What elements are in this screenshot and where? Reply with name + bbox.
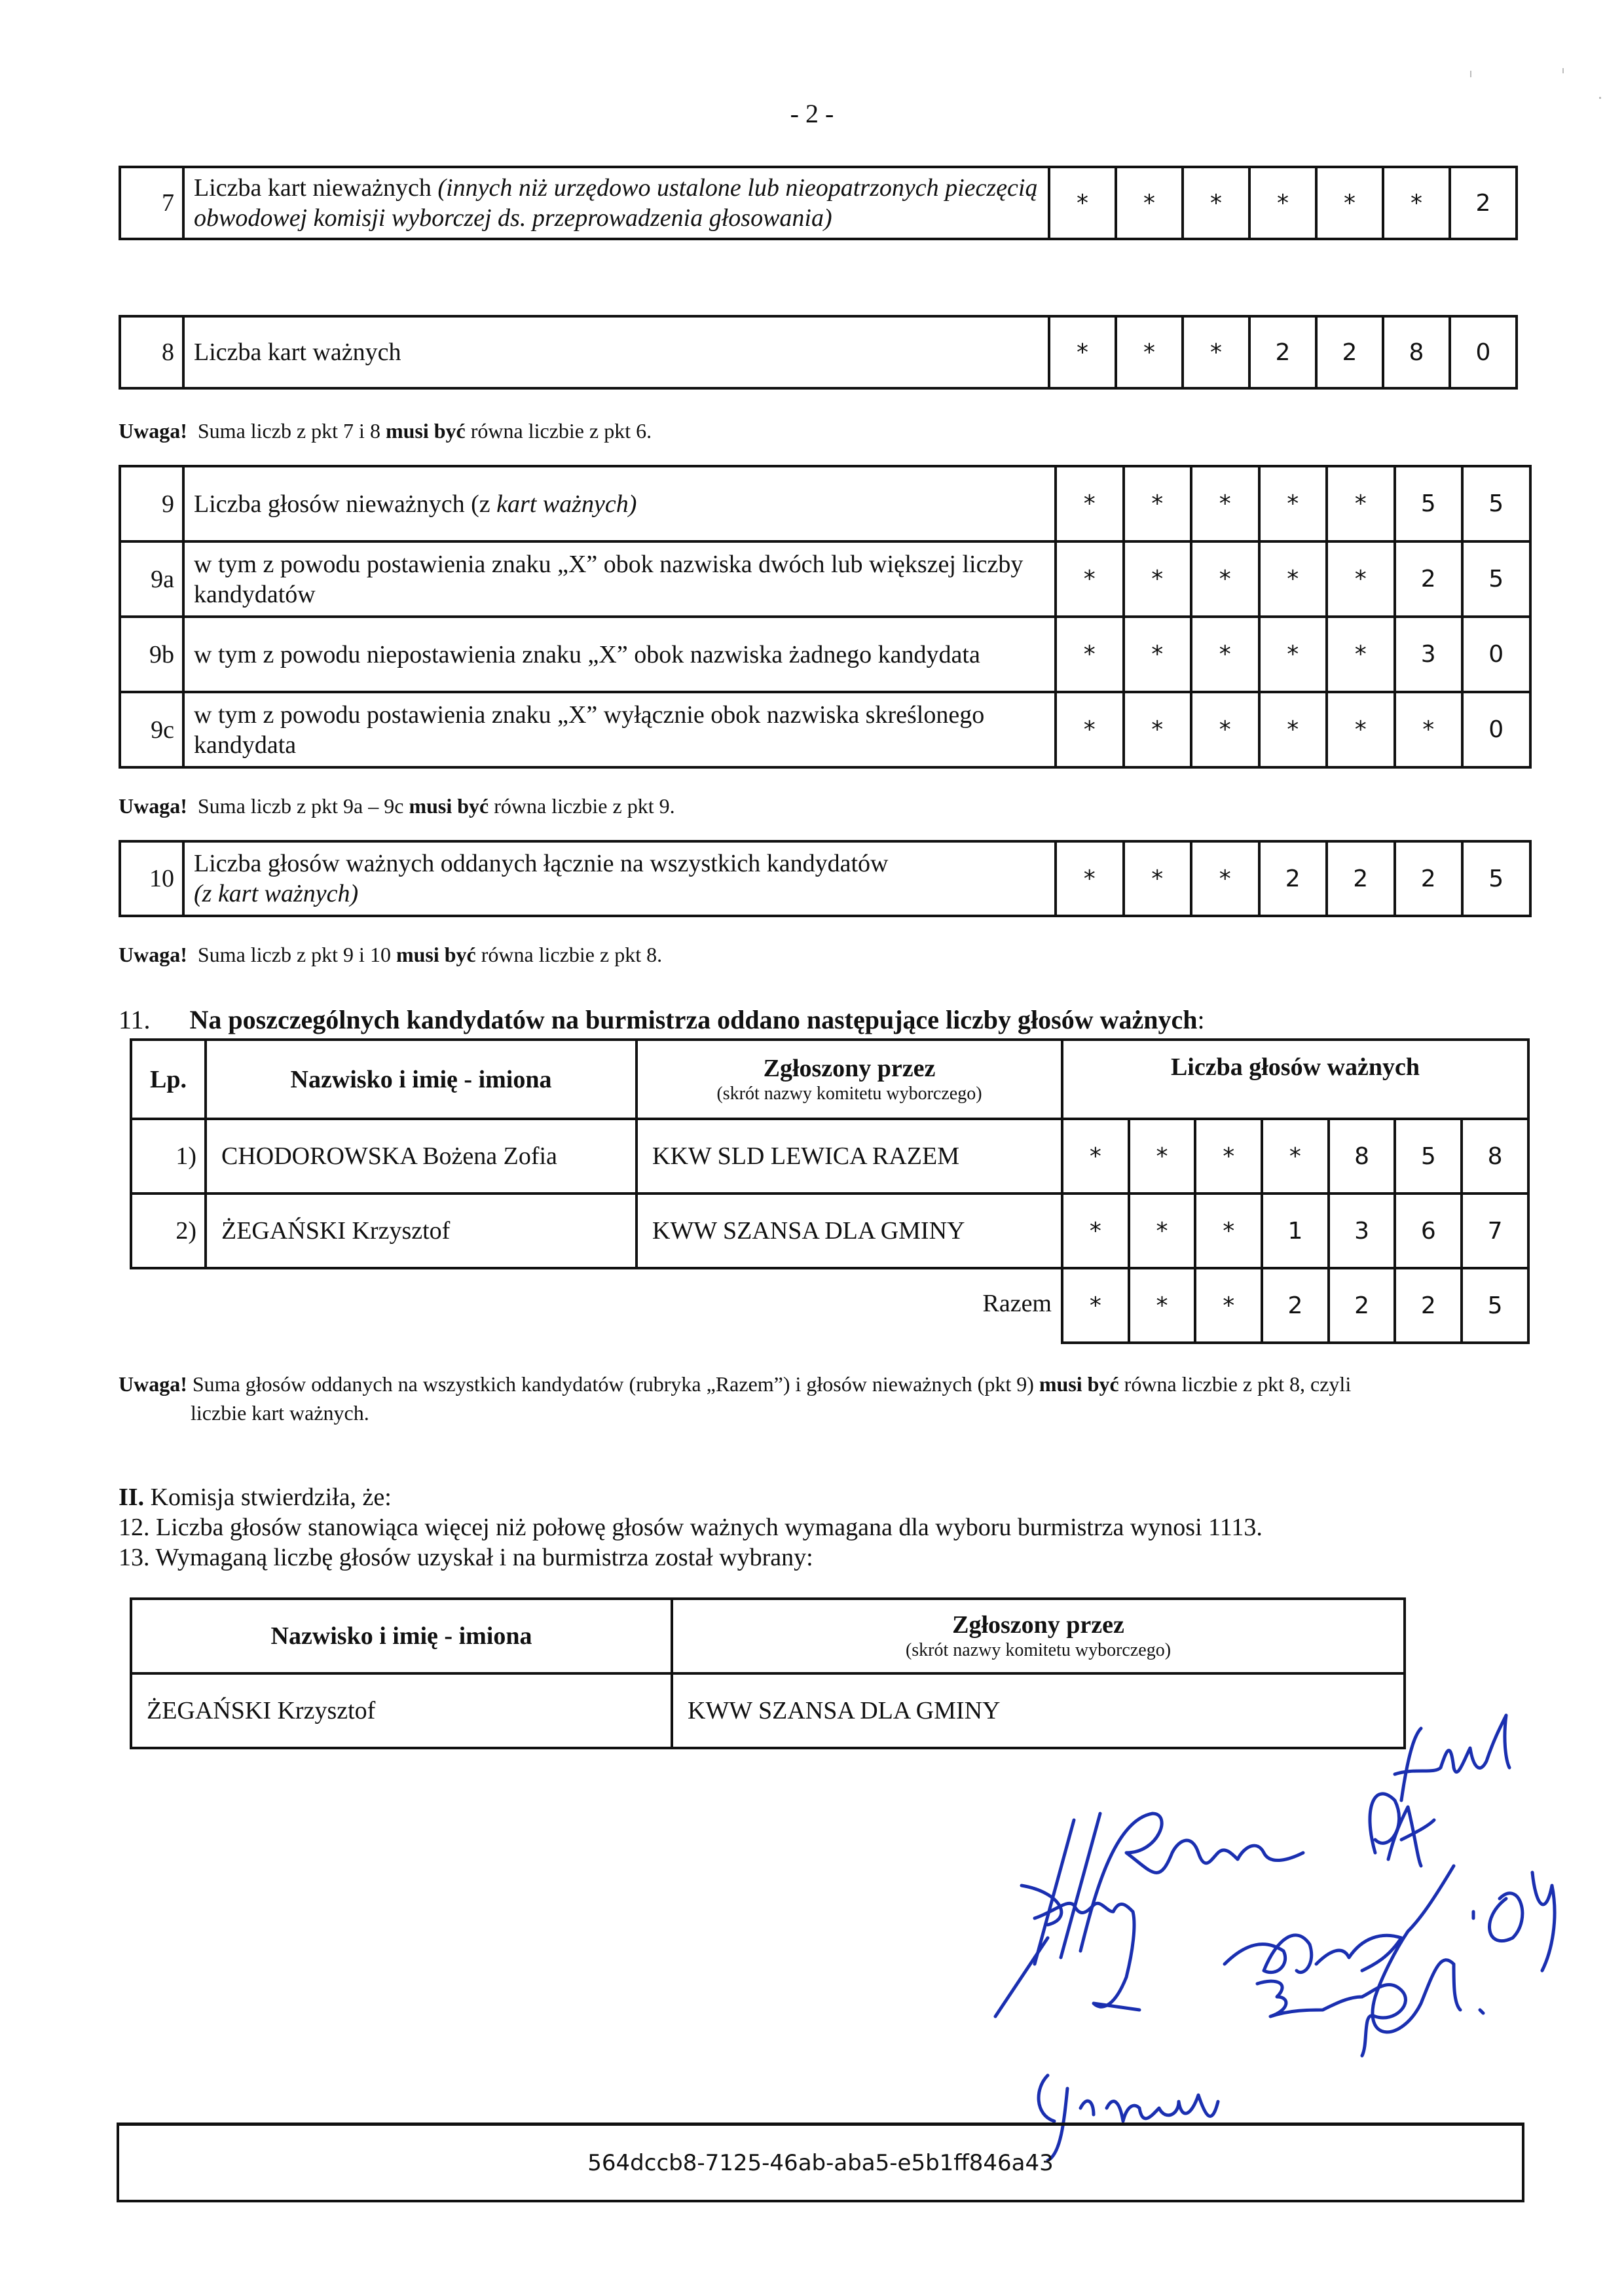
- row-label: w tym z powodu postawienia znaku „X” obok nazwiska dwóch lub większej liczby kandydatów: [183, 541, 1056, 617]
- digit-cell: *: [1056, 541, 1124, 617]
- note-3: Uwaga! Suma liczb z pkt 9 i 10 musi być równa liczbie z pkt 8.: [119, 943, 663, 966]
- table-row: [120, 617, 1530, 692]
- table-header-row: [131, 1599, 1405, 1673]
- digit-cell: *: [1262, 1119, 1329, 1194]
- header-submitted-by: Zgłoszony przez (skrót nazwy komitetu wyborczego): [672, 1599, 1405, 1673]
- scan-dust: [1562, 68, 1564, 73]
- row-7-table: [119, 166, 1518, 240]
- digit-cell: 1: [1262, 1194, 1329, 1268]
- digit-cell: *: [1195, 1268, 1262, 1343]
- row-number: 7: [120, 167, 183, 239]
- row-label: w tym z powodu niepostawienia znaku „X” obok nazwiska żadnego kandydata: [183, 617, 1056, 692]
- digit-cell: *: [1116, 316, 1183, 388]
- digit-cell: 5: [1462, 1268, 1528, 1343]
- candidate-name: ŻEGAŃSKI Krzysztof: [206, 1194, 637, 1268]
- invalid-votes-table: [119, 465, 1532, 769]
- digit-cell: *: [1116, 167, 1183, 239]
- digit-cell: *: [1183, 167, 1249, 239]
- digit-cell: *: [1195, 1194, 1262, 1268]
- row-number: 9c: [120, 692, 183, 767]
- digit-cell: 5: [1462, 541, 1530, 617]
- digit-cell: *: [1129, 1119, 1196, 1194]
- digit-cell: 3: [1395, 617, 1463, 692]
- candidate-lp: 2): [131, 1194, 206, 1268]
- note-4: Uwaga! Suma głosów oddanych na wszystkich kandydatów (rubryka „Razem”) i głosów nieważnych (pkt 9) musi być równa liczbie z pkt 8, czyli liczbie kart ważnych.: [119, 1372, 1352, 1425]
- header-lp: Lp.: [131, 1040, 206, 1119]
- digit-cell: *: [1395, 692, 1463, 767]
- total-label: Razem: [131, 1268, 1062, 1343]
- digit-cell: *: [1056, 841, 1124, 916]
- candidate-committee: KWW SZANSA DLA GMINY: [637, 1194, 1062, 1268]
- digit-cell: 7: [1462, 1194, 1528, 1268]
- digit-cell: *: [1327, 692, 1395, 767]
- digit-cell: 2: [1316, 316, 1383, 388]
- row-label: w tym z powodu postawienia znaku „X” wyłącznie obok nazwiska skreślonego kandydata: [183, 692, 1056, 767]
- candidate-committee: KKW SLD LEWICA RAZEM: [637, 1119, 1062, 1194]
- table-row: [131, 1119, 1528, 1194]
- digit-cell: 2: [1262, 1268, 1329, 1343]
- candidate-lp: 1): [131, 1119, 206, 1194]
- row-label: Liczba głosów nieważnych (z kart ważnych): [183, 466, 1056, 541]
- digit-cell: *: [1124, 841, 1192, 916]
- digit-cell: *: [1049, 167, 1116, 239]
- digit-cell: *: [1327, 617, 1395, 692]
- item-13: 13. Wymaganą liczbę głosów uzyskał i na burmistrza został wybrany:: [119, 1544, 813, 1571]
- digit-cell: *: [1124, 541, 1192, 617]
- row-8-table: [119, 315, 1518, 390]
- section-II-heading: II. Komisja stwierdziła, że:: [119, 1484, 392, 1511]
- row-number: 10: [120, 841, 183, 916]
- digit-cell: 0: [1462, 617, 1530, 692]
- note-1: Uwaga! Suma liczb z pkt 7 i 8 musi być równa liczbie z pkt 6.: [119, 419, 652, 443]
- digit-cell: *: [1259, 541, 1327, 617]
- header-name: Nazwisko i imię - imiona: [131, 1599, 672, 1673]
- digit-cell: *: [1259, 692, 1327, 767]
- digit-cell: 2: [1249, 316, 1316, 388]
- digit-cell: 8: [1462, 1119, 1528, 1194]
- row-number: 9: [120, 466, 183, 541]
- table-row: [120, 692, 1530, 767]
- digit-cell: *: [1316, 167, 1383, 239]
- table-row: [120, 541, 1530, 617]
- digit-cell: *: [1129, 1268, 1196, 1343]
- header-votes: Liczba głosów ważnych: [1062, 1040, 1528, 1119]
- page-number: - 2 -: [790, 99, 834, 128]
- table-row: [120, 167, 1517, 239]
- digit-cell: *: [1124, 617, 1192, 692]
- signatures-icon: [982, 1702, 1572, 2160]
- digit-cell: *: [1062, 1268, 1129, 1343]
- row-number: 8: [120, 316, 183, 388]
- scan-dust: [1470, 71, 1471, 77]
- digit-cell: 5: [1462, 841, 1530, 916]
- digit-cell: *: [1249, 167, 1316, 239]
- digit-cell: *: [1124, 692, 1192, 767]
- candidate-name: CHODOROWSKA Bożena Zofia: [206, 1119, 637, 1194]
- table-row: [120, 316, 1517, 388]
- digit-cell: 5: [1395, 466, 1463, 541]
- digit-cell: *: [1191, 617, 1259, 692]
- digit-cell: 2: [1259, 841, 1327, 916]
- digit-cell: 2: [1395, 841, 1463, 916]
- note-2: Uwaga! Suma liczb z pkt 9a – 9c musi być równa liczbie z pkt 9.: [119, 794, 675, 818]
- table-row: [131, 1194, 1528, 1268]
- row-label: Liczba kart nieważnych (innych niż urzędowo ustalone lub nieopatrzonych pieczęcią obwodowej komisji wyborczej ds. przeprowadzenia głosowania): [183, 167, 1049, 239]
- row-10-table: [119, 840, 1532, 917]
- digit-cell: *: [1383, 167, 1450, 239]
- header-submitted-by: Zgłoszony przez (skrót nazwy komitetu wyborczego): [637, 1040, 1062, 1119]
- candidates-table: [130, 1038, 1530, 1344]
- digit-cell: 6: [1395, 1194, 1462, 1268]
- table-row: [120, 841, 1530, 916]
- digit-cell: 5: [1462, 466, 1530, 541]
- row-number: 9b: [120, 617, 183, 692]
- scan-dust: [1599, 97, 1601, 99]
- winner-committee: KWW SZANSA DLA GMINY: [672, 1673, 1405, 1748]
- digit-cell: 8: [1329, 1119, 1395, 1194]
- digit-cell: 5: [1395, 1119, 1462, 1194]
- digit-cell: 2: [1450, 167, 1517, 239]
- digit-cell: 0: [1462, 692, 1530, 767]
- digit-cell: *: [1183, 316, 1249, 388]
- item-12: 12. Liczba głosów stanowiąca więcej niż połowę głosów ważnych wymagana dla wyboru burmistrza wynosi 1113.: [119, 1514, 1263, 1541]
- winner-name: ŻEGAŃSKI Krzysztof: [131, 1673, 672, 1748]
- digit-cell: 3: [1329, 1194, 1395, 1268]
- digit-cell: 2: [1329, 1268, 1395, 1343]
- document-hash: 564dccb8-7125-46ab-aba5-e5b1ff846a43: [117, 2123, 1524, 2202]
- digit-cell: 2: [1327, 841, 1395, 916]
- table-header-row: [131, 1040, 1528, 1119]
- digit-cell: *: [1191, 841, 1259, 916]
- digit-cell: *: [1062, 1119, 1129, 1194]
- total-row: [131, 1268, 1528, 1343]
- digit-cell: *: [1191, 541, 1259, 617]
- digit-cell: *: [1195, 1119, 1262, 1194]
- row-number: 9a: [120, 541, 183, 617]
- table-row: [120, 466, 1530, 541]
- digit-cell: *: [1259, 466, 1327, 541]
- section-11-heading: 11. Na poszczególnych kandydatów na burmistrza oddano następujące liczby głosów ważnych:: [119, 1005, 1205, 1034]
- digit-cell: 8: [1383, 316, 1450, 388]
- digit-cell: 2: [1395, 1268, 1462, 1343]
- digit-cell: *: [1056, 617, 1124, 692]
- row-label: Liczba głosów ważnych oddanych łącznie na wszystkich kandydatów (z kart ważnych): [183, 841, 1056, 916]
- digit-cell: *: [1056, 692, 1124, 767]
- digit-cell: *: [1049, 316, 1116, 388]
- digit-cell: 0: [1450, 316, 1517, 388]
- digit-cell: *: [1191, 466, 1259, 541]
- digit-cell: *: [1062, 1194, 1129, 1268]
- digit-cell: *: [1327, 466, 1395, 541]
- digit-cell: *: [1191, 692, 1259, 767]
- row-label: Liczba kart ważnych: [183, 316, 1049, 388]
- digit-cell: 2: [1395, 541, 1463, 617]
- digit-cell: *: [1259, 617, 1327, 692]
- digit-cell: *: [1129, 1194, 1196, 1268]
- digit-cell: *: [1124, 466, 1192, 541]
- digit-cell: *: [1327, 541, 1395, 617]
- header-name: Nazwisko i imię - imiona: [206, 1040, 637, 1119]
- digit-cell: *: [1056, 466, 1124, 541]
